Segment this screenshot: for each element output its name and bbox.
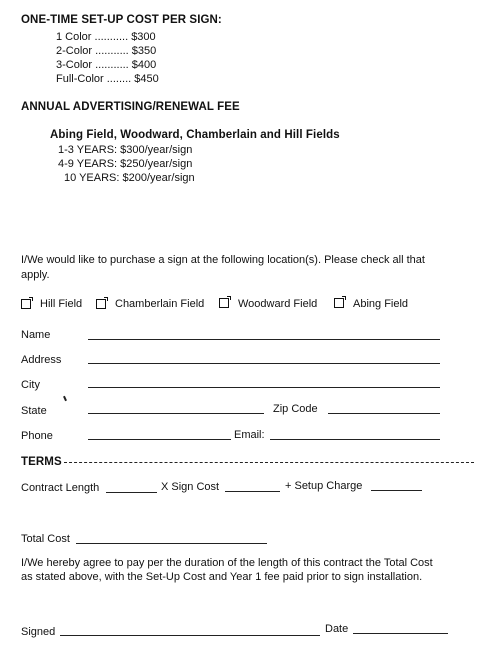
total-cost-input-line[interactable] — [76, 543, 267, 544]
setup-charge-input-line[interactable] — [371, 490, 422, 491]
phone-input-line[interactable] — [88, 439, 231, 440]
setup-item-2color: 2-Color ........... $350 — [56, 45, 157, 57]
address-label: Address — [21, 354, 62, 366]
chamberlain-field-checkbox[interactable] — [96, 299, 106, 309]
chamberlain-field-label: Chamberlain Field — [115, 298, 205, 310]
date-label: Date — [325, 623, 349, 635]
state-input-line[interactable] — [88, 413, 264, 414]
contract-length-input-line[interactable] — [106, 492, 157, 493]
signed-label: Signed — [21, 626, 56, 638]
state-label: State — [21, 405, 47, 417]
setup-heading: ONE-TIME SET-UP COST PER SIGN: — [21, 14, 222, 26]
city-label: City — [21, 379, 40, 391]
total-cost-label: Total Cost — [21, 533, 70, 545]
phone-label: Phone — [21, 430, 53, 442]
setup-item-3color: 3-Color ........... $400 — [56, 59, 157, 71]
annual-item-1-3: 1-3 YEARS: $300/year/sign — [58, 144, 193, 156]
annual-subheading: Abing Field, Woodward, Chamberlain and Hill Fields — [50, 129, 340, 141]
agreement-line1: I/We hereby agree to pay per the duration of the length of this contract the Total Cost — [21, 557, 433, 569]
sign-cost-input-line[interactable] — [225, 491, 280, 492]
hill-field-label: Hill Field — [40, 298, 83, 310]
hill-field-checkbox[interactable] — [21, 299, 31, 309]
setup-charge-label: + Setup Charge — [285, 480, 363, 492]
zip-label: Zip Code — [273, 403, 318, 415]
date-input-line[interactable] — [353, 633, 448, 634]
city-input-line[interactable] — [88, 387, 440, 388]
terms-heading: TERMS — [21, 456, 62, 468]
signature-input-line[interactable] — [60, 635, 320, 636]
setup-item-fullcolor: Full-Color ........ $450 — [56, 73, 159, 85]
name-label: Name — [21, 329, 51, 341]
agreement-line2: as stated above, with the Set-Up Cost and Year 1 fee paid prior to sign installation. — [21, 571, 423, 583]
contract-length-label: Contract Length — [21, 482, 100, 494]
abing-field-checkbox[interactable] — [334, 298, 344, 308]
abing-field-label: Abing Field — [353, 298, 409, 310]
purchase-text-line1: I/We would like to purchase a sign at the following location(s). Please check all that — [21, 254, 425, 266]
stray-mark — [63, 396, 67, 401]
woodward-field-label: Woodward Field — [238, 298, 318, 310]
setup-item-1color: 1 Color ........... $300 — [56, 31, 156, 43]
annual-item-10: 10 YEARS: $200/year/sign — [64, 172, 195, 184]
name-input-line[interactable] — [88, 339, 440, 340]
sign-cost-label: X Sign Cost — [161, 481, 220, 493]
email-input-line[interactable] — [270, 439, 440, 440]
zip-input-line[interactable] — [328, 413, 440, 414]
woodward-field-checkbox[interactable] — [219, 298, 229, 308]
annual-item-4-9: 4-9 YEARS: $250/year/sign — [58, 158, 193, 170]
purchase-text-line2: apply. — [21, 269, 50, 281]
terms-divider — [64, 462, 474, 463]
email-label: Email: — [234, 429, 265, 441]
address-input-line[interactable] — [88, 363, 440, 364]
annual-heading: ANNUAL ADVERTISING/RENEWAL FEE — [21, 101, 240, 113]
